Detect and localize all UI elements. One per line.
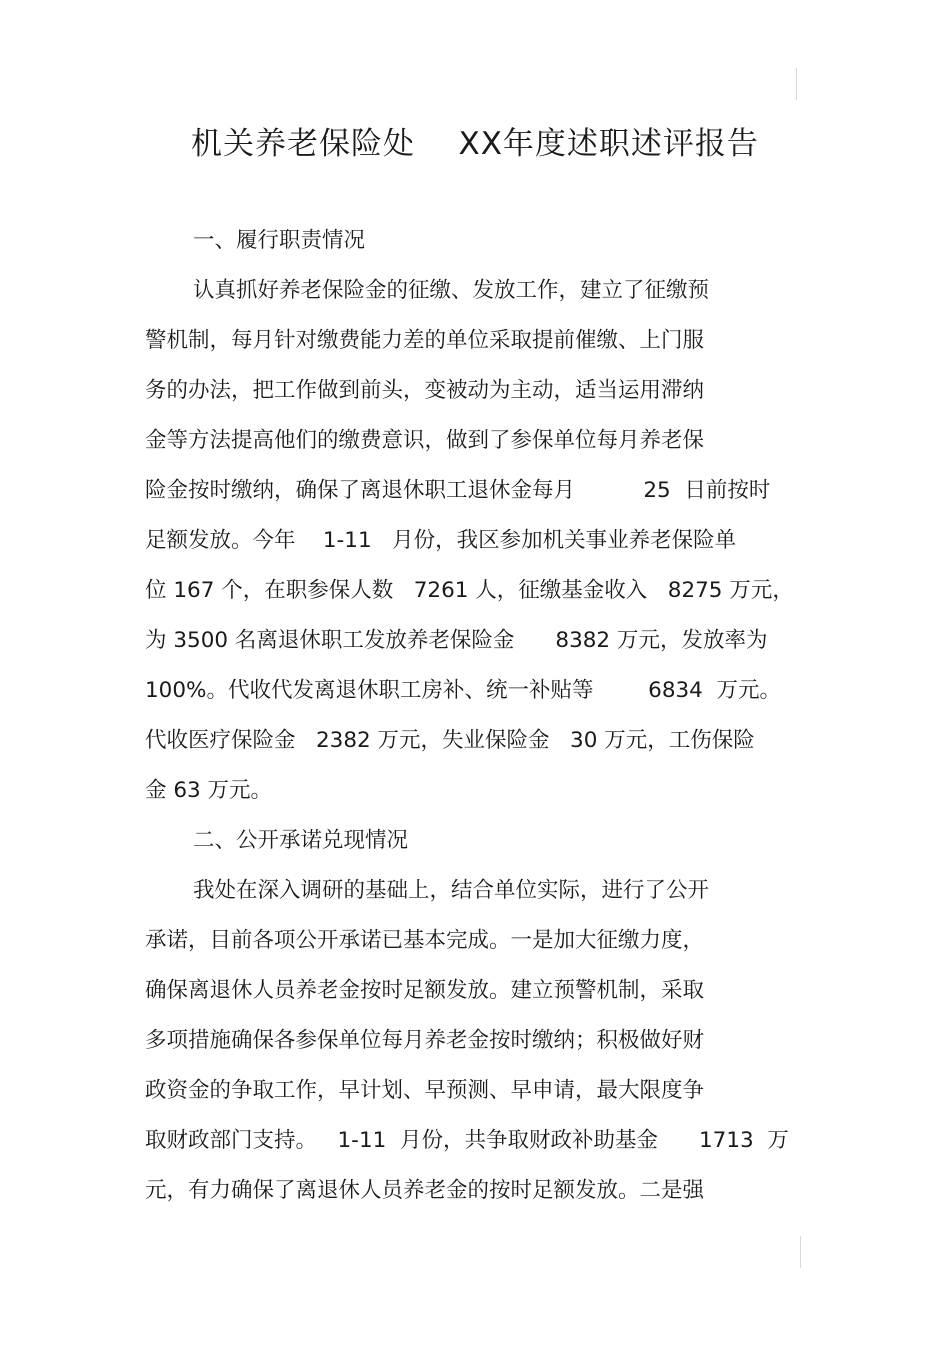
page-edge-mark <box>796 68 797 100</box>
paragraph-line: 金等方法提高他们的缴费意识，做到了参保单位每月养老保 <box>145 428 705 453</box>
paragraph-line: 确保离退休人员养老金按时足额发放。建立预警机制，采取 <box>145 978 705 1003</box>
section-heading: 二、公开承诺兑现情况 <box>193 828 409 853</box>
paragraph-line: 元，有力确保了离退休人员养老金的按时足额发放。二是强 <box>145 1178 705 1203</box>
paragraph-line: 金 63 万元。 <box>145 778 273 803</box>
page-edge-mark <box>800 1236 801 1268</box>
paragraph-line: 多项措施确保各参保单位每月养老金按时缴纳；积极做好财 <box>145 1028 705 1053</box>
page-title: 机关养老保险处 XX年度述职述评报告 <box>191 126 759 162</box>
paragraph-line: 政资金的争取工作，早计划、早预测、早申请，最大限度争 <box>145 1078 705 1103</box>
paragraph-line: 为 3500 名离退休职工发放养老保险金 8382 万元，发放率为 <box>145 628 768 653</box>
paragraph-line: 承诺，目前各项公开承诺已基本完成。一是加大征缴力度， <box>145 928 705 953</box>
paragraph-line: 足额发放。今年 1-11 月份，我区参加机关事业养老保险单 <box>145 528 737 553</box>
paragraph-line: 认真抓好养老保险金的征缴、发放工作，建立了征缴预 <box>193 278 710 303</box>
paragraph-line: 警机制，每月针对缴费能力差的单位采取提前催缴、上门服 <box>145 328 705 353</box>
paragraph-line: 100%。代收代发离退休职工房补、统一补贴等 6834 万元。 <box>145 678 782 703</box>
paragraph-line: 取财政部门支持。 1-11 月份，共争取财政补助基金 1713 万 <box>145 1128 789 1153</box>
paragraph-line: 务的办法，把工作做到前头，变被动为主动，适当运用滞纳 <box>145 378 705 403</box>
paragraph-line: 代收医疗保险金 2382 万元，失业保险金 30 万元，工伤保险 <box>145 728 755 753</box>
paragraph-line: 位 167 个，在职参保人数 7261 人，征缴基金收入 8275 万元， <box>145 578 794 603</box>
paragraph-line: 险金按时缴纳，确保了离退休职工退休金每月 25 日前按时 <box>145 478 771 503</box>
section-heading: 一、履行职责情况 <box>193 228 366 253</box>
paragraph-line: 我处在深入调研的基础上，结合单位实际，进行了公开 <box>193 878 710 903</box>
